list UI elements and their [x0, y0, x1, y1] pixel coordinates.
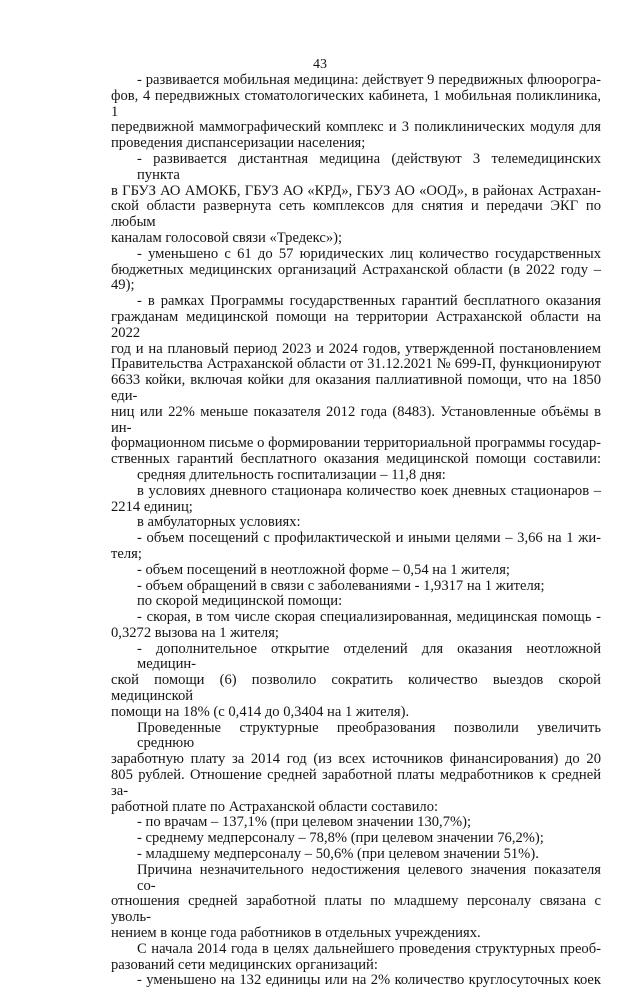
text-line: 6633 койки, включая койки для оказания паллиативной помощи, что на 1850 еди- — [111, 372, 601, 404]
text-line: 805 рублей. Отношение средней заработной платы медработников к средней за- — [111, 767, 601, 799]
page-number: 43 — [313, 57, 327, 72]
text-line: фов, 4 передвижных стоматологических кабинета, 1 мобильная поликлиника, 1 — [111, 87, 601, 120]
text-line: отношения средней заработной платы по младшему персоналу связана с уволь- — [111, 893, 601, 926]
text-line: - объем посещений в неотложной форме – 0,54 на 1 жителя; — [137, 561, 510, 578]
text-line: Правительства Астраханской области от 31.12.2021 № 699-П, функционируют — [111, 356, 601, 373]
text-line: - объем посещений с профилактической и иными целями – 3,66 на 1 жи- — [137, 530, 601, 547]
text-line: - по врачам – 137,1% (при целевом значении 130,7%); — [137, 814, 472, 831]
text-line: ниц или 22% меньше показателя 2012 года (8483). Установленные объёмы в ин- — [111, 403, 601, 436]
text-line: помощи на 18% (с 0,414 до 0,3404 на 1 жителя). — [111, 703, 410, 720]
text-line: гражданам медицинской помощи на территории Астраханской области на 2022 — [111, 308, 601, 341]
text-line: работной плате по Астраханской области составило: — [111, 798, 439, 815]
text-line: Проведенные структурные преобразования позволили увеличить среднюю — [137, 719, 601, 752]
text-line: передвижной маммографический комплекс и 3 поликлинических модуля для — [111, 119, 601, 136]
text-line: формационном письме о формировании территориальной программы государ- — [111, 435, 601, 452]
body-text — [111, 72, 601, 989]
text-line: Причина незначительного недостижения целевого значения показателя со- — [137, 861, 601, 894]
text-line: - скорая, в том числе скорая специализированная, медицинская помощь - — [137, 609, 601, 626]
text-line: каналам голосовой связи «Тредекс»); — [111, 229, 343, 246]
text-line: - развивается дистантная медицина (действуют 3 телемедицинских пункта — [137, 150, 601, 183]
text-line: 0,3272 вызова на 1 жителя; — [111, 624, 279, 641]
text-line: - среднему медперсоналу – 78,8% (при целевом значении 76,2%); — [137, 830, 544, 847]
text-line: ской области развернута сеть комплексов для снятия и передачи ЭКГ по любым — [111, 198, 601, 231]
text-line: в ГБУЗ АО АМОКБ, ГБУЗ АО «КРД», ГБУЗ АО «ООД», в районах Астрахан- — [111, 182, 601, 199]
text-line: - объем обращений в связи с заболеваниями - 1,9317 на 1 жителя; — [137, 577, 545, 594]
text-line: нением в конце года работников в отдельных учреждениях. — [111, 925, 481, 942]
text-line: бюджетных медицинских организаций Астраханской области (в 2022 году – 49); — [111, 261, 601, 294]
text-line: в условиях дневного стационара количество коек дневных стационаров – — [137, 482, 601, 499]
text-line: - развивается мобильная медицина: действует 9 передвижных флюорогра- — [137, 72, 601, 88]
text-line: - уменьшено на 132 единицы или на 2% количество круглосуточных коек — [137, 972, 601, 989]
text-line: - младшему медперсоналу – 50,6% (при целевом значении 51%). — [137, 846, 539, 863]
text-line: - уменьшено с 61 до 57 юридических лиц количество государственных — [137, 245, 601, 262]
text-line: ской помощи (6) позволило сократить количество выездов скорой медицинской — [111, 672, 601, 705]
text-line: - дополнительное открытие отделений для оказания неотложной медицин- — [137, 640, 601, 673]
text-line: год и на плановый период 2023 и 2024 годов, утвержденной постановлением — [111, 340, 601, 357]
text-line: заработную плату за 2014 год (из всех источников финансирования) до 20 — [111, 751, 601, 768]
text-line: проведения диспансеризации населения; — [111, 135, 366, 152]
text-line: С начала 2014 года в целях дальнейшего проведения структурных преоб- — [137, 940, 601, 957]
text-line: теля; — [111, 545, 142, 562]
text-line: ственных гарантий бесплатного оказания медицинской помощи составили: — [111, 451, 601, 468]
text-line: в амбулаторных условиях: — [137, 514, 301, 531]
text-line: средняя длительность госпитализации – 11,8 дня: — [137, 466, 446, 483]
text-line: по скорой медицинской помощи: — [137, 593, 343, 610]
text-line: - в рамках Программы государственных гарантий бесплатного оказания — [137, 293, 601, 310]
text-line: 2214 единиц; — [111, 498, 193, 515]
text-line: разований сети медицинских организаций: — [111, 956, 378, 973]
